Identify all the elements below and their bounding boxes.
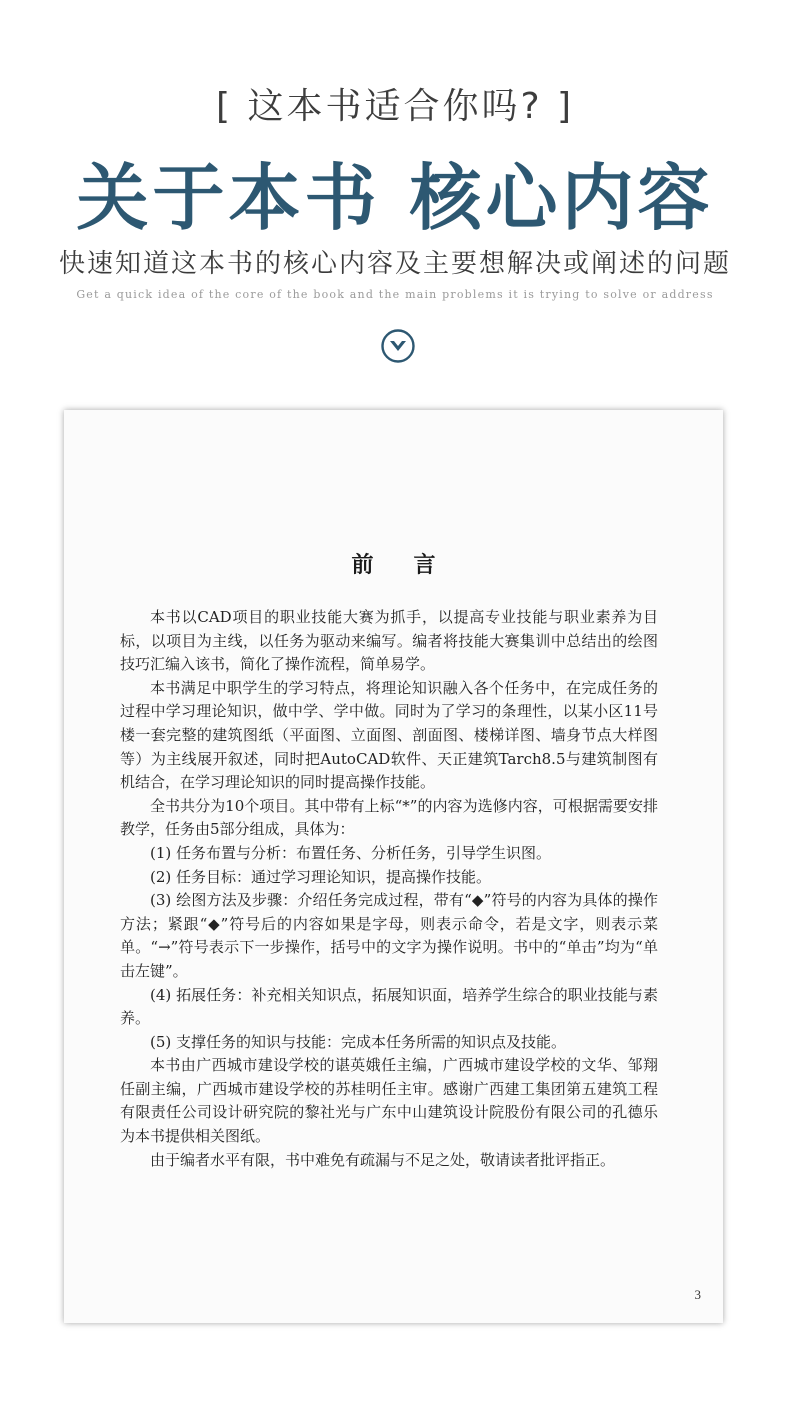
list-item: (2) 任务目标：通过学习理论知识，提高操作技能。 — [150, 867, 492, 886]
document-page — [64, 410, 723, 1323]
document-body — [120, 606, 658, 1172]
document-title: 前言 — [351, 552, 476, 578]
chevron-down-circle-icon — [380, 328, 416, 364]
header-banner — [0, 0, 790, 400]
subtitle: 快速知道这本书的核心内容及主要想解决或阐述的问题 — [58, 249, 731, 279]
english-subtitle: Get a quick idea of the core of the book and the main problems it is trying to solve or address — [76, 288, 714, 301]
paragraph: 本书以CAD项目的职业技能大赛为抓手，以提高专业技能与职业素养为目标，以项目为主线，以任务为驱动来编写。编者将技能大赛集训中总结出的绘图技巧汇编入该书，简化了操作流程，简单易学。 — [120, 608, 658, 674]
main-title: 关于本书 核心内容 — [76, 155, 714, 240]
list-item: (4) 拓展任务：补充相关知识点，拓展知识面，培养学生综合的职业技能与素养。 — [120, 985, 658, 1028]
list-item: (5) 支撑任务的知识与技能：完成本任务所需的知识点及技能。 — [150, 1032, 567, 1051]
page-number: 3 — [694, 1287, 701, 1302]
paragraph: 全书共分为10个项目。其中带有上标“*”的内容为选修内容，可根据需要安排教学，任务由5部分组成，具体为： — [120, 796, 658, 839]
paragraph: 由于编者水平有限，书中难免有疏漏与不足之处，敬请读者批评指正。 — [150, 1150, 616, 1169]
paragraph: 本书满足中职学生的学习特点，将理论知识融入各个任务中，在完成任务的过程中学习理论知识，做中学、学中做。同时为了学习的条理性，以某小区11号楼一套完整的建筑图纸（平面图、立面图、剖面图、楼梯详图、墙身节点大样图等）为主线展开叙述，同时把AutoCAD软件、天正建筑Tarch8.5与建筑制图有机结合，在学习理论知识的同时提高操作技能。 — [120, 678, 658, 792]
paragraph: 本书由广西城市建设学校的谌英娥任主编，广西城市建设学校的文华、邹翔任副主编，广西城市建设学校的苏桂明任主审。感谢广西建工集团第五建筑工程有限责任公司设计研究院的黎社光与广东中山建筑设计院股份有限公司的孔德乐为本书提供相关图纸。 — [120, 1056, 658, 1146]
list-item: (1) 任务布置与分析：布置任务、分析任务，引导学生识图。 — [150, 843, 552, 862]
list-item: (3) 绘图方法及步骤：介绍任务完成过程，带有“◆”符号的内容为具体的操作方法；紧跟“◆”符号后的内容如果是字母，则表示命令，若是文字，则表示菜单。“→”符号表示下一步操作，括号中的文字为操作说明。书中的“单击”均为“单击左键”。 — [120, 891, 658, 980]
bracket-title: [ 这本书适合你吗? ] — [215, 86, 575, 127]
